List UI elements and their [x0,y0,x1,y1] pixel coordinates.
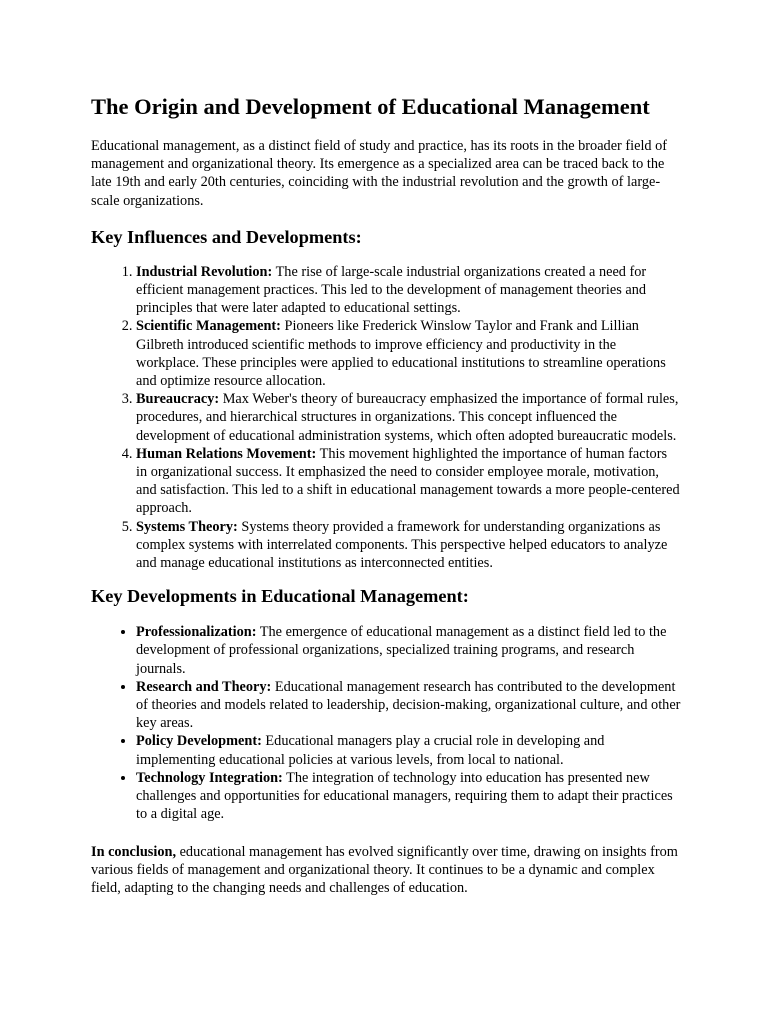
list-item-text: Max Weber's theory of bureaucracy emphasized the importance of formal rules, procedures, and hierarchical structures in organizations. This concept influenced the development of educational administration systems, which often adopted bureaucratic models. [136,391,679,444]
developments-list [91,623,681,823]
influences-list [91,263,681,572]
list-item-term: Industrial Revolution: [136,263,273,280]
list-item-term: Technology Integration: [136,769,283,786]
list-item-term: Professionalization: [136,624,257,641]
list-item-text: This movement highlighted the importance of human factors in organizational success. It emphasized the need to consider employee morale, motivation, and satisfaction. This led to a shift in educational management towards a more people-centered approach. [136,445,680,517]
page-title: The Origin and Development of Educational Management [91,94,650,119]
influences-heading: Key Influences and Developments: [91,226,362,247]
conclusion-paragraph [91,843,681,898]
list-item-text: The rise of large-scale industrial organizations created a need for efficient management practices. This led to the development of management theories and principles that were later adapted to educational settings. [136,263,647,317]
list-item-text: Educational managers play a crucial role in developing and implementing educational policies at various levels, from local to national. [136,733,605,768]
list-item [136,769,681,824]
list-item-term: Systems Theory: [136,518,238,535]
list-item [136,623,681,678]
list-item-text: The integration of technology into education has presented new challenges and opportunities for educational managers, requiring them to adapt their practices to a digital age. [136,769,673,823]
list-item-term: Bureaucracy: [136,391,220,408]
list-item-text: Pioneers like Frederick Winslow Taylor and Frank and Lillian Gilbreth introduced scientific methods to improve efficiency and productivity in the workplace. These principles were applied to educational institutions to streamline operations and optimize resource allocation. [136,318,666,390]
list-item [136,445,681,518]
list-item-term: Policy Development: [136,733,262,750]
list-item-term: Scientific Management: [136,318,281,335]
list-item-term: Human Relations Movement: [136,445,317,462]
intro-paragraph: Educational management, as a distinct field of study and practice, has its roots in the broader field of management and organizational theory. Its emergence as a specialized area can be traced back to the late 19th and early 20th centuries, coinciding with the industrial revolution and the growth of large-scale organizations. [91,138,668,209]
conclusion-text: educational management has evolved significantly over time, drawing on insights from various fields of management and organizational theory. It continues to be a dynamic and complex field, adapting to the changing needs and challenges of education. [91,843,678,896]
list-item [136,317,681,390]
list-item [136,263,681,318]
developments-heading: Key Developments in Educational Management: [91,586,469,607]
list-item [136,518,681,573]
list-item [136,678,681,733]
document-page [91,92,681,897]
list-item-text: Systems theory provided a framework for understanding organizations as complex systems with interrelated components. This perspective helped educators to analyze and manage educational institutions as interconnected entities. [136,518,668,572]
list-item-text: Educational management research has contributed to the development of theories and models related to leadership, decision-making, organizational culture, and other key areas. [136,678,681,732]
list-item [136,390,681,445]
list-item [136,732,681,768]
conclusion-lead: In conclusion, [91,843,177,860]
list-item-text: The emergence of educational management as a distinct field led to the development of professional organizations, specialized training programs, and research journals. [136,624,667,677]
list-item-term: Research and Theory: [136,678,272,695]
